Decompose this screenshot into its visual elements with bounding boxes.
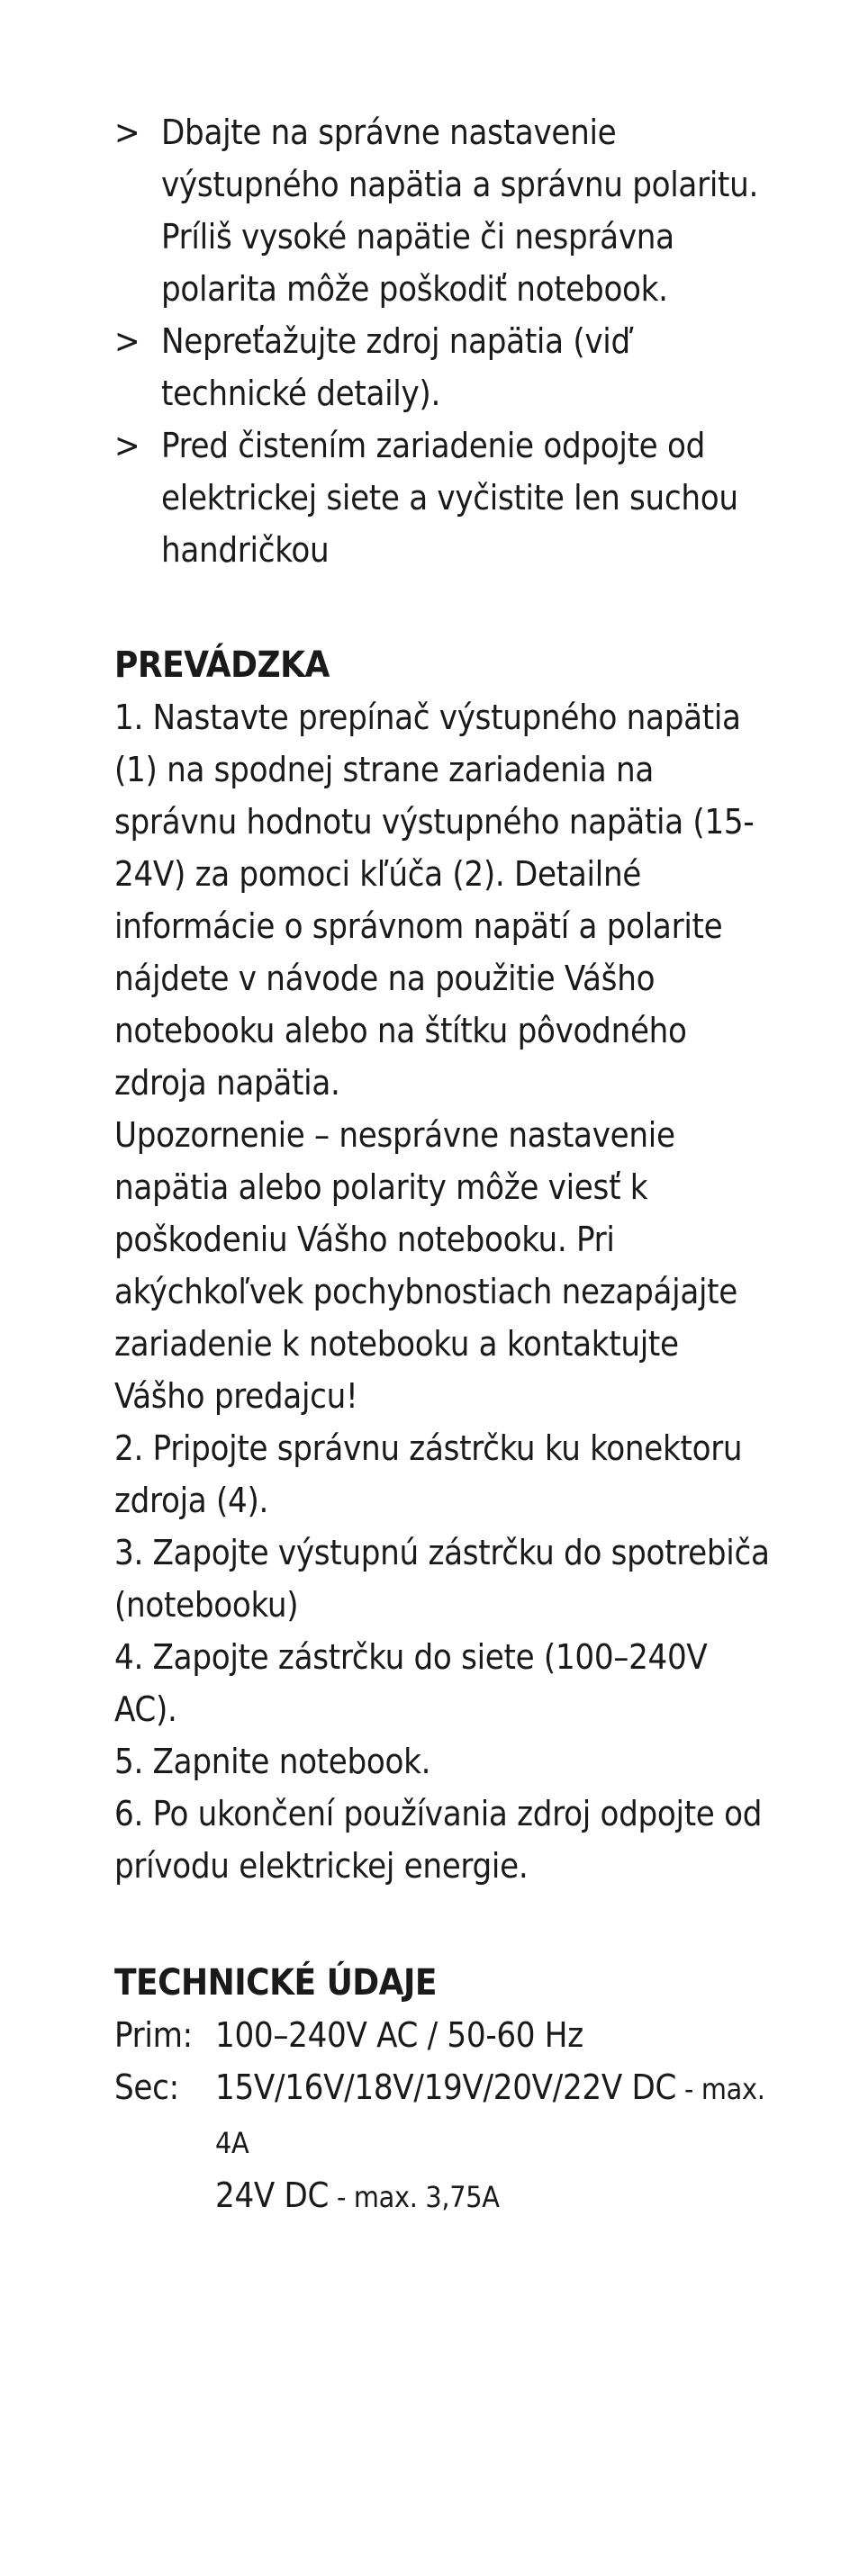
spec-limit: - max. 3,75A (329, 2180, 500, 2214)
spec-values (215, 2061, 778, 2223)
bullet-marker: > (114, 426, 140, 465)
spec-value: 24V DC (215, 2175, 330, 2215)
list-item (114, 315, 778, 419)
operation-step: 6. Po ukončení používania zdroj odpojte od prívodu elektrickej energie. (114, 1794, 763, 1886)
spec-value-line (215, 2061, 778, 2169)
bullet-marker: > (114, 113, 140, 152)
operation-step: 2. Pripojte správnu zástrčku ku konektoru zdroja (4). (114, 1428, 743, 1520)
spec-label: Sec: (114, 2067, 179, 2107)
safety-instruction: Dbajte na správne nastavenie výstupného napätia a správnu polaritu. Príliš vysoké napätie či nesprávna polarita môže poškodiť notebook. (161, 113, 759, 309)
bullet-marker: > (114, 321, 140, 361)
spec-value: 100–240V AC / 50-60 Hz (215, 2015, 583, 2055)
operation-step: 4. Zapojte zástrčku do siete (100–240V AC). (114, 1637, 708, 1729)
spec-row-prim (114, 2009, 778, 2061)
list-item (114, 106, 778, 315)
spec-limit: - max. 4A (215, 2072, 765, 2160)
operation-step: 1. Nastavte prepínač výstupného napätia (1) na spodnej strane zariadenia na správnu hodnotu výstupného napätia (15-24V) za pomoci kľúča (2). Detailné informácie o správnom napätí a polarite nájdete v návode na použitie Vášho notebooku alebo na štítku pôvodného zdroja napätia. (114, 698, 755, 1103)
spec-row-sec (114, 2061, 778, 2223)
operation-heading: PREVÁDZKA (114, 644, 330, 686)
operation-step: 5. Zapnite notebook. (114, 1742, 431, 1781)
spec-label: Prim: (114, 2015, 193, 2055)
operation-warning: Upozornenie – nesprávne nastavenie napätia alebo polarity môže viesť k poškodeniu Vášho notebooku. Pri akýchkoľvek pochybnostiach nezapájajte zariadenie k notebooku a kontaktujte Vášho predajcu! (114, 1115, 738, 1416)
operation-step: 3. Zapojte výstupnú zástrčku do spotrebiča (notebooku) (114, 1533, 770, 1625)
spec-value: 15V/16V/18V/19V/20V/22V DC (215, 2067, 677, 2107)
technical-specs (114, 2009, 778, 2223)
technical-heading: TECHNICKÉ ÚDAJE (114, 1962, 437, 2004)
spec-value-line (215, 2169, 778, 2223)
operation-instructions (114, 691, 778, 1892)
list-item (114, 419, 778, 576)
safety-list (114, 106, 778, 576)
safety-instruction: Nepreťažujte zdroj napätia (viď technické detaily). (161, 321, 630, 413)
spec-values (215, 2009, 583, 2061)
safety-instruction: Pred čistením zariadenie odpojte od elektrickej siete a vyčistite len suchou handričkou (161, 426, 738, 570)
